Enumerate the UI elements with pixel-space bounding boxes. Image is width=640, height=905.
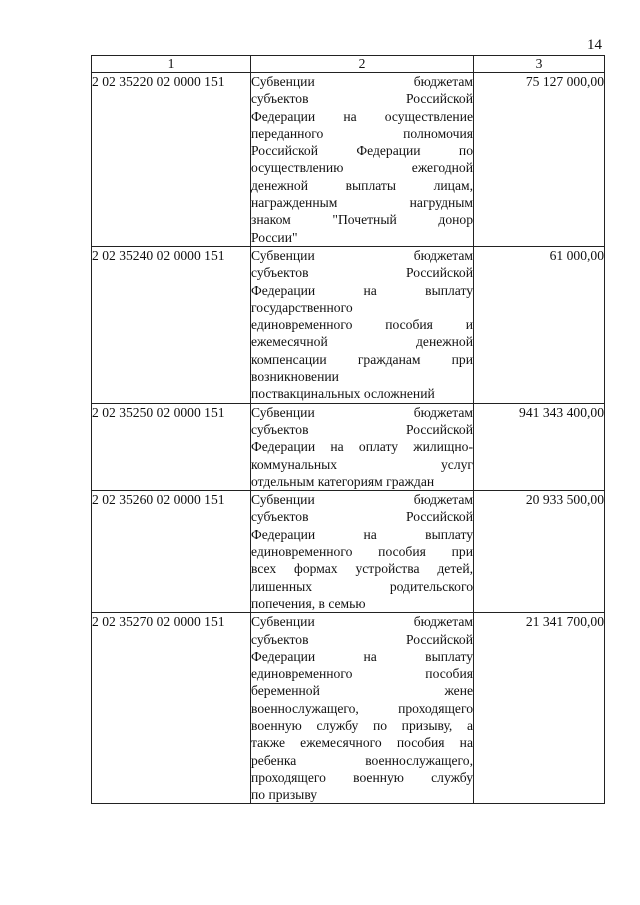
revenue-name-line: субъектов Российской — [251, 631, 473, 647]
amount-cell: 61 000,00 — [474, 246, 605, 403]
revenue-name-line: субъектов Российской — [251, 421, 473, 437]
amount-cell: 20 933 500,00 — [474, 491, 605, 613]
revenue-name-line: Субвенции бюджетам — [251, 404, 473, 420]
amount-cell: 941 343 400,00 — [474, 403, 605, 490]
revenue-name-line: возникновении — [251, 369, 339, 385]
revenue-name-line: Федерации на выплату — [251, 648, 473, 664]
revenue-name-line: Субвенции бюджетам — [251, 492, 473, 508]
revenue-name-line: компенсации гражданам при — [251, 351, 473, 367]
revenue-name-line: Федерации на выплату — [251, 526, 473, 542]
table-row — [92, 246, 605, 403]
revenue-name-line: ежемесячной денежной — [251, 334, 473, 350]
revenue-name-cell — [251, 613, 474, 804]
revenue-name-line: Субвенции бюджетам — [251, 247, 473, 263]
column-header-1: 1 — [92, 56, 251, 73]
revenue-code-cell: 2 02 35240 02 0000 151 — [92, 246, 251, 403]
revenue-code-cell: 2 02 35260 02 0000 151 — [92, 491, 251, 613]
column-header-2: 2 — [251, 56, 474, 73]
revenue-name-line: Федерации на выплату — [251, 282, 473, 298]
revenue-name-line: России" — [251, 229, 298, 245]
revenue-name-line: проходящего военную службу — [251, 769, 473, 785]
revenue-name-cell — [251, 246, 474, 403]
revenue-name-line: субъектов Российской — [251, 91, 473, 107]
revenue-name-line: военную службу по призыву, а — [251, 717, 473, 733]
revenue-name-line: субъектов Российской — [251, 509, 473, 525]
revenue-name-line: денежной выплаты лицам, — [251, 177, 473, 193]
table-row — [92, 613, 605, 804]
revenue-name-line: единовременного пособия при — [251, 544, 473, 560]
table-row — [92, 403, 605, 490]
revenue-name-line: всех формах устройства детей, — [251, 561, 473, 577]
revenue-name-line: также ежемесячного пособия на — [251, 735, 473, 751]
revenue-name-line: единовременного пособия и — [251, 317, 473, 333]
revenue-name-line: субъектов Российской — [251, 265, 473, 281]
revenue-name-cell — [251, 73, 474, 247]
revenue-name-line: военнослужащего, проходящего — [251, 700, 473, 716]
column-header-3: 3 — [474, 56, 605, 73]
page-number: 14 — [587, 37, 602, 53]
amount-cell: 75 127 000,00 — [474, 73, 605, 247]
revenue-code-cell: 2 02 35250 02 0000 151 — [92, 403, 251, 490]
amount-cell: 21 341 700,00 — [474, 613, 605, 804]
revenue-name-cell — [251, 491, 474, 613]
revenue-name-line: ребенка военнослужащего, — [251, 752, 473, 768]
revenue-name-line: знаком "Почетный донор — [251, 212, 473, 228]
revenue-name-line: Федерации на осуществление — [251, 108, 473, 124]
table-row — [92, 491, 605, 613]
revenue-name-line: Федерации на оплату жилищно- — [251, 439, 473, 455]
revenue-name-line: Субвенции бюджетам — [251, 614, 473, 630]
revenue-name-line: награжденным нагрудным — [251, 195, 473, 211]
revenue-name-line: переданного полномочия — [251, 125, 473, 141]
table-row — [92, 73, 605, 247]
revenue-name-line: коммунальных услуг — [251, 456, 473, 472]
revenue-name-line: лишенных родительского — [251, 578, 473, 594]
revenue-name-line: осуществлению ежегодной — [251, 160, 473, 176]
revenue-name-line: поствакцинальных осложнений — [251, 386, 435, 402]
revenue-name-line: по призыву — [251, 787, 318, 803]
revenue-name-line: государственного — [251, 299, 353, 315]
revenue-code-cell: 2 02 35270 02 0000 151 — [92, 613, 251, 804]
revenue-name-line: Субвенции бюджетам — [251, 74, 473, 89]
table-header — [92, 56, 605, 73]
revenue-name-line: беременной жене — [251, 683, 473, 699]
revenue-name-line: единовременного пособия — [251, 666, 473, 682]
header-row — [92, 56, 605, 73]
revenue-name-cell — [251, 403, 474, 490]
revenue-name-line: отдельным категориям граждан — [251, 473, 435, 489]
revenue-code-cell: 2 02 35220 02 0000 151 — [92, 73, 251, 247]
budget-table — [91, 55, 605, 804]
revenue-name-line: Российской Федерации по — [251, 143, 473, 159]
revenue-name-line: попечения, в семью — [251, 595, 366, 611]
table-body — [92, 73, 605, 804]
